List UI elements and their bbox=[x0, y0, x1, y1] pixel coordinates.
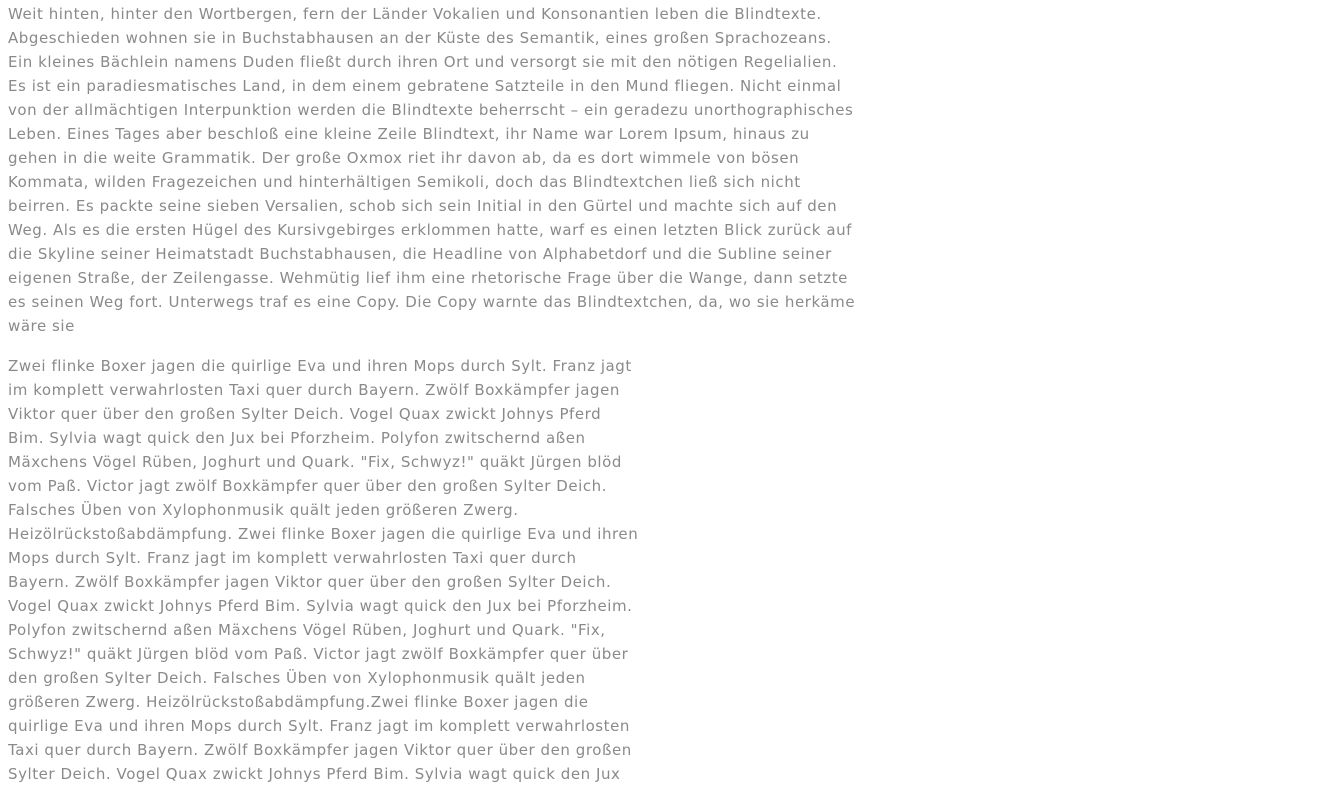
text-line: eigenen Straße, der Zeilengasse. Wehmütig lief ihm eine rhetorische Frage über die Wange, dann setzte bbox=[8, 269, 848, 287]
text-line: die Skyline seiner Heimatstadt Buchstabhausen, die Headline von Alphabetdorf und die Subline seiner bbox=[8, 245, 832, 263]
text-line: Vogel Quax zwickt Johnys Pferd Bim. Sylvia wagt quick den Jux bei Pforzheim. bbox=[8, 597, 633, 615]
text-line: Mops durch Sylt. Franz jagt im komplett verwahrlosten Taxi quer durch bbox=[8, 549, 577, 567]
text-line: es seinen Weg fort. Unterwegs traf es eine Copy. Die Copy warnte das Blindtextchen, da, wo sie herkäme bbox=[8, 293, 856, 311]
text-line: Mäxchens Vögel Rüben, Joghurt und Quark. "Fix, Schwyz!" quäkt Jürgen blöd bbox=[8, 453, 622, 471]
text-line: Schwyz!" quäkt Jürgen blöd vom Paß. Victor jagt zwölf Boxkämpfer quer über bbox=[8, 645, 629, 663]
text-line: Kommata, wilden Fragezeichen und hinterhältigen Semikoli, doch das Blindtextchen ließ sich nicht bbox=[8, 173, 801, 191]
text-line: Heizölrückstoßabdämpfung. Zwei flinke Boxer jagen die quirlige Eva und ihren bbox=[8, 525, 639, 543]
text-line: Viktor quer über den großen Sylter Deich. Vogel Quax zwickt Johnys Pferd bbox=[8, 405, 602, 423]
text-line: quirlige Eva und ihren Mops durch Sylt. Franz jagt im komplett verwahrlosten bbox=[8, 717, 630, 735]
text-line: Bayern. Zwölf Boxkämpfer jagen Viktor quer über den großen Sylter Deich. bbox=[8, 573, 612, 591]
text-line: im komplett verwahrlosten Taxi quer durch Bayern. Zwölf Boxkämpfer jagen bbox=[8, 381, 620, 399]
text-line: Bim. Sylvia wagt quick den Jux bei Pforzheim. Polyfon zwitschernd aßen bbox=[8, 429, 586, 447]
text-line: Polyfon zwitschernd aßen Mäxchens Vögel Rüben, Joghurt und Quark. "Fix, bbox=[8, 621, 606, 639]
paragraph-2 bbox=[8, 354, 648, 786]
text-line: Taxi quer durch Bayern. Zwölf Boxkämpfer jagen Viktor quer über den großen bbox=[8, 741, 632, 759]
text-line: beirren. Es packte seine sieben Versalien, schob sich sein Initial in den Gürtel und machte sich auf den bbox=[8, 197, 838, 215]
text-line: wäre sie bbox=[8, 317, 75, 335]
text-line: Zwei flinke Boxer jagen die quirlige Eva und ihren Mops durch Sylt. Franz jagt bbox=[8, 357, 632, 375]
text-line: vom Paß. Victor jagt zwölf Boxkämpfer quer über den großen Sylter Deich. bbox=[8, 477, 608, 495]
text-line: Falsches Üben von Xylophonmusik quält jeden größeren Zwerg. bbox=[8, 501, 519, 519]
text-line: Ein kleines Bächlein namens Duden fließt durch ihren Ort und versorgt sie mit den nötigen Regelialien. bbox=[8, 53, 838, 71]
text-line: größeren Zwerg. Heizölrückstoßabdämpfung.Zwei flinke Boxer jagen die bbox=[8, 693, 589, 711]
text-line: Weit hinten, hinter den Wortbergen, fern der Länder Vokalien und Konsonantien leben die Blindtexte. bbox=[8, 5, 822, 23]
text-line: Abgeschieden wohnen sie in Buchstabhausen an der Küste des Semantik, eines großen Sprachozeans. bbox=[8, 29, 832, 47]
text-line: gehen in die weite Grammatik. Der große Oxmox riet ihr davon ab, da es dort wimmele von bösen bbox=[8, 149, 800, 167]
text-line: Weg. Als es die ersten Hügel des Kursivgebirges erklommen hatte, warf es einen letzten Blick zurück auf bbox=[8, 221, 852, 239]
text-line: von der allmächtigen Interpunktion werden die Blindtexte beherrscht – ein geradezu unorthographisches bbox=[8, 101, 854, 119]
paragraph-1 bbox=[8, 2, 868, 338]
text-line: Es ist ein paradiesmatisches Land, in dem einem gebratene Satzteile in den Mund fliegen. Nicht einmal bbox=[8, 77, 842, 95]
text-line: den großen Sylter Deich. Falsches Üben von Xylophonmusik quält jeden bbox=[8, 669, 586, 687]
text-line: Leben. Eines Tages aber beschloß eine kleine Zeile Blindtext, ihr Name war Lorem Ipsum, hinaus zu bbox=[8, 125, 810, 143]
text-line: Sylter Deich. Vogel Quax zwickt Johnys Pferd Bim. Sylvia wagt quick den Jux bbox=[8, 765, 621, 783]
